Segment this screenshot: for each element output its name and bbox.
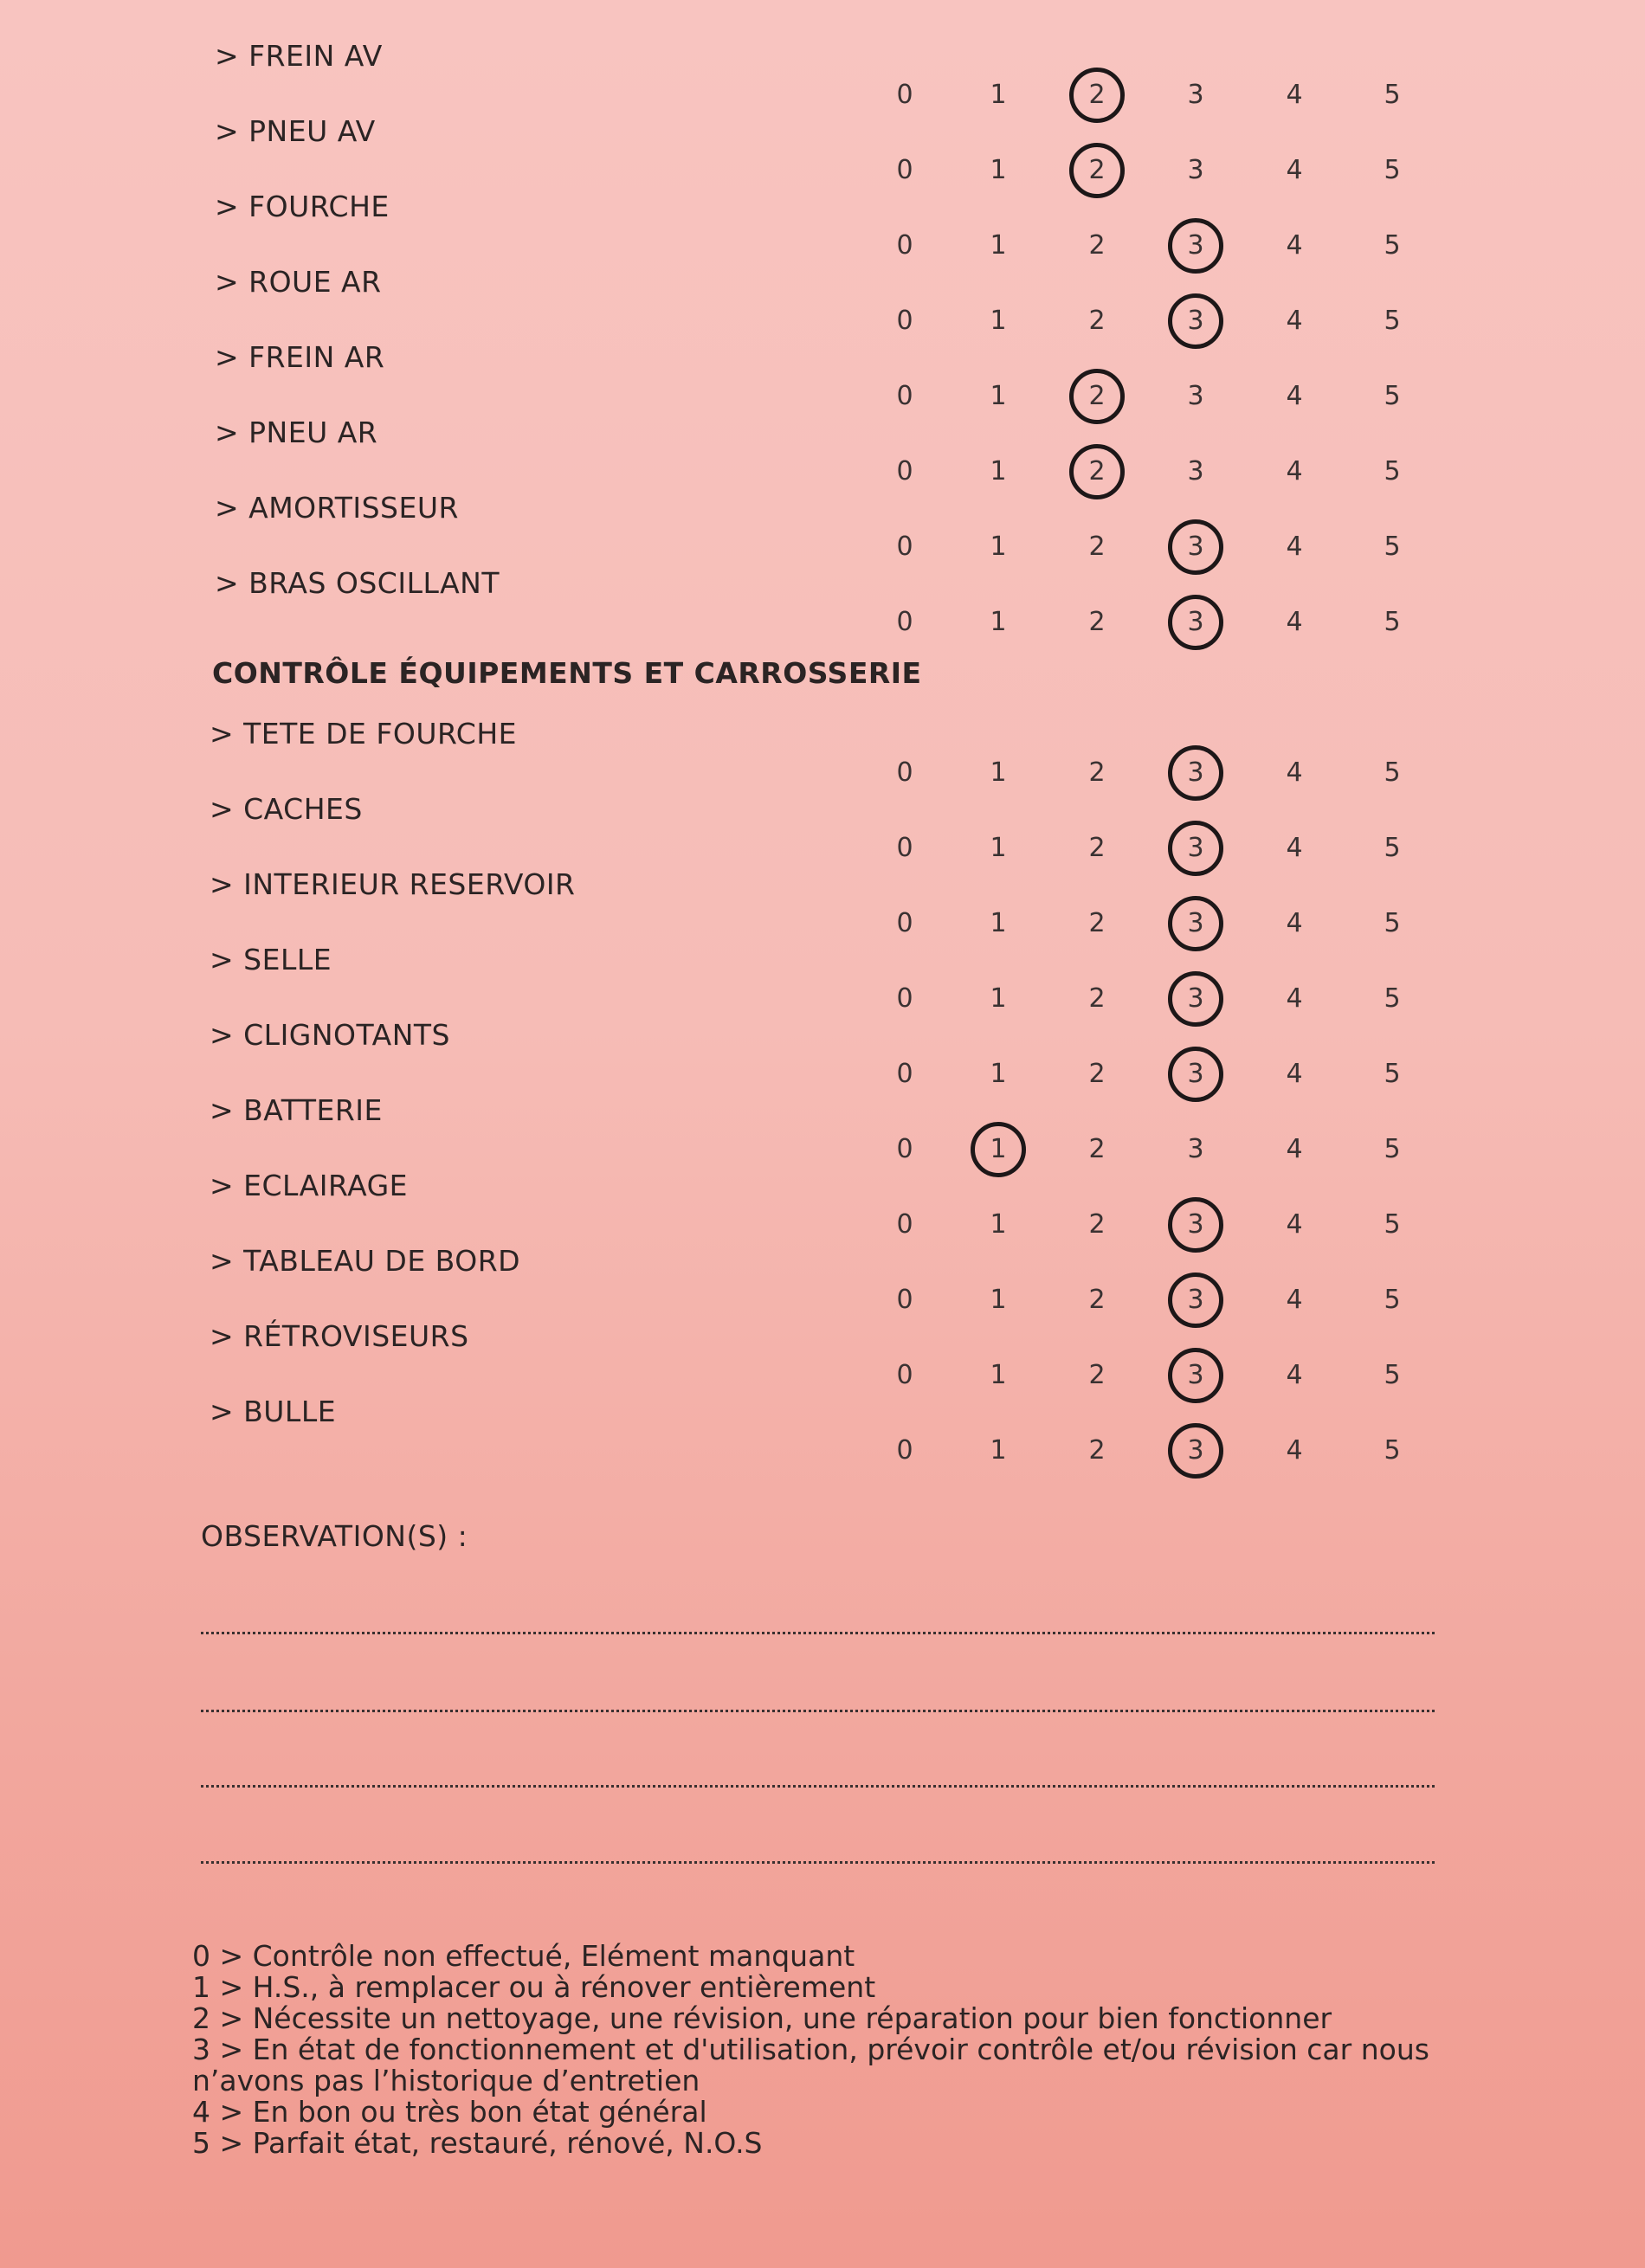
score-option[interactable]: 4 <box>1286 1285 1303 1315</box>
score-option[interactable]: 1 <box>990 230 1007 261</box>
checklist-row <box>0 1093 1645 1163</box>
score-option[interactable]: 2 <box>1088 1435 1106 1466</box>
score-option[interactable]: 3 <box>1187 381 1204 411</box>
checklist-row <box>0 566 1645 635</box>
score-option[interactable]: 0 <box>896 532 913 562</box>
score-option[interactable]: 0 <box>896 983 913 1014</box>
score-option[interactable]: 1 <box>990 155 1007 185</box>
row-label: > AMORTISSEUR <box>215 491 459 525</box>
score-option[interactable]: 0 <box>896 1059 913 1089</box>
score-option[interactable]: 1 <box>990 833 1007 863</box>
score-option[interactable]: 2 <box>1088 1059 1106 1089</box>
score-option[interactable]: 5 <box>1384 1059 1401 1089</box>
score-option[interactable]: 5 <box>1384 1134 1401 1164</box>
score-option[interactable]: 0 <box>896 456 913 486</box>
score-option[interactable]: 5 <box>1384 456 1401 486</box>
score-option[interactable]: 5 <box>1384 983 1401 1014</box>
score-option[interactable]: 2 <box>1088 1360 1106 1390</box>
score-option[interactable]: 1 <box>990 381 1007 411</box>
score-option[interactable]: 2 <box>1088 1134 1106 1164</box>
row-label: > CACHES <box>210 792 363 826</box>
score-option[interactable]: 0 <box>896 80 913 110</box>
checklist-row <box>0 1169 1645 1238</box>
checklist-row <box>0 1244 1645 1313</box>
score-option[interactable]: 1 <box>990 80 1007 110</box>
score-option[interactable]: 4 <box>1286 833 1303 863</box>
checklist-row <box>0 39 1645 108</box>
score-option[interactable]: 5 <box>1384 1285 1401 1315</box>
row-label: > FOURCHE <box>215 190 390 223</box>
score-option[interactable]: 5 <box>1384 155 1401 185</box>
checklist-row <box>0 717 1645 786</box>
score-option[interactable]: 0 <box>896 1209 913 1240</box>
score-option[interactable]: 4 <box>1286 757 1303 788</box>
score-option[interactable]: 1 <box>990 1360 1007 1390</box>
score-option[interactable]: 5 <box>1384 1435 1401 1466</box>
row-label: > FREIN AV <box>215 39 383 73</box>
checklist-row <box>0 265 1645 334</box>
checklist-row <box>0 943 1645 1012</box>
row-label: > PNEU AR <box>215 416 378 449</box>
observation-line <box>201 1785 1435 1788</box>
score-option[interactable]: 3 <box>1187 456 1204 486</box>
score-option[interactable]: 4 <box>1286 1360 1303 1390</box>
score-option[interactable]: 1 <box>990 607 1007 637</box>
row-label: > CLIGNOTANTS <box>210 1018 450 1052</box>
score-option[interactable]: 3 <box>1187 80 1204 110</box>
score-option[interactable]: 1 <box>990 1285 1007 1315</box>
checklist-row <box>0 114 1645 184</box>
score-option[interactable]: 5 <box>1384 230 1401 261</box>
score-option[interactable]: 5 <box>1384 757 1401 788</box>
score-option[interactable]: 0 <box>896 306 913 336</box>
score-option[interactable]: 0 <box>896 908 913 938</box>
score-option-selected[interactable]: 3 <box>1165 743 1226 803</box>
row-label: > BATTERIE <box>210 1093 383 1127</box>
score-option[interactable]: 5 <box>1384 306 1401 336</box>
score-option-selected[interactable]: 3 <box>1165 1421 1226 1481</box>
score-option-selected[interactable]: 2 <box>1067 140 1127 201</box>
score-option[interactable]: 0 <box>896 1435 913 1466</box>
score-option[interactable]: 0 <box>896 757 913 788</box>
checklist-row <box>0 867 1645 937</box>
score-option[interactable]: 2 <box>1088 983 1106 1014</box>
score-option[interactable]: 5 <box>1384 532 1401 562</box>
score-option-selected[interactable]: 3 <box>1165 893 1226 954</box>
score-option-selected[interactable]: 2 <box>1067 441 1127 502</box>
score-option[interactable]: 4 <box>1286 1059 1303 1089</box>
checklist-row <box>0 1018 1645 1087</box>
score-option[interactable]: 0 <box>896 381 913 411</box>
score-option[interactable]: 4 <box>1286 1209 1303 1240</box>
row-label: > ROUE AR <box>215 265 382 299</box>
score-option[interactable]: 1 <box>990 983 1007 1014</box>
score-option[interactable]: 1 <box>990 456 1007 486</box>
row-label: > PNEU AV <box>215 114 376 148</box>
section-title: CONTRÔLE ÉQUIPEMENTS ET CARROSSERIE <box>212 656 922 690</box>
score-option[interactable]: 0 <box>896 607 913 637</box>
checklist-row <box>0 792 1645 861</box>
score-option[interactable]: 4 <box>1286 230 1303 261</box>
score-option-selected[interactable]: 2 <box>1067 366 1127 427</box>
score-option[interactable]: 2 <box>1088 908 1106 938</box>
checklist-row <box>0 340 1645 409</box>
score-option[interactable]: 4 <box>1286 456 1303 486</box>
score-option[interactable]: 0 <box>896 833 913 863</box>
score-option[interactable]: 1 <box>990 757 1007 788</box>
score-option[interactable]: 1 <box>990 306 1007 336</box>
score-option-selected[interactable]: 3 <box>1165 1195 1226 1255</box>
score-option[interactable]: 5 <box>1384 908 1401 938</box>
row-label: > FREIN AR <box>215 340 385 374</box>
score-option-selected[interactable]: 3 <box>1165 1345 1226 1406</box>
checklist-row <box>0 1395 1645 1464</box>
score-option[interactable]: 0 <box>896 1285 913 1315</box>
score-option[interactable]: 5 <box>1384 1209 1401 1240</box>
score-option-selected[interactable]: 3 <box>1165 216 1226 276</box>
legend-line: 5 > Parfait état, restauré, rénové, N.O.S <box>192 2126 763 2160</box>
score-option[interactable]: 1 <box>990 1209 1007 1240</box>
score-option[interactable]: 4 <box>1286 1435 1303 1466</box>
row-label: > INTERIEUR RESERVOIR <box>210 867 576 901</box>
score-option-selected[interactable]: 3 <box>1165 1270 1226 1331</box>
observations-label: OBSERVATION(S) : <box>201 1519 468 1553</box>
checklist-row <box>0 416 1645 485</box>
score-option[interactable]: 1 <box>990 1435 1007 1466</box>
checklist-row <box>0 1319 1645 1389</box>
score-option[interactable]: 2 <box>1088 833 1106 863</box>
score-option[interactable]: 2 <box>1088 607 1106 637</box>
score-option[interactable]: 3 <box>1187 155 1204 185</box>
score-option[interactable]: 4 <box>1286 80 1303 110</box>
score-option[interactable]: 5 <box>1384 607 1401 637</box>
score-option[interactable]: 0 <box>896 230 913 261</box>
score-option[interactable]: 2 <box>1088 1209 1106 1240</box>
row-label: > ECLAIRAGE <box>210 1169 408 1202</box>
score-option-selected[interactable]: 1 <box>968 1119 1029 1180</box>
score-option[interactable]: 4 <box>1286 306 1303 336</box>
score-option[interactable]: 4 <box>1286 532 1303 562</box>
score-option[interactable]: 2 <box>1088 230 1106 261</box>
score-option[interactable]: 4 <box>1286 1134 1303 1164</box>
legend-line: 2 > Nécessite un nettoyage, une révision, une réparation pour bien fonctionner <box>192 2001 1332 2035</box>
score-option[interactable]: 4 <box>1286 983 1303 1014</box>
score-option[interactable]: 5 <box>1384 381 1401 411</box>
row-label: > RÉTROVISEURS <box>210 1319 469 1353</box>
score-option[interactable]: 2 <box>1088 757 1106 788</box>
score-option-selected[interactable]: 2 <box>1067 65 1127 126</box>
score-option[interactable]: 2 <box>1088 306 1106 336</box>
score-option[interactable]: 0 <box>896 155 913 185</box>
observation-line <box>201 1632 1435 1634</box>
row-label: > TETE DE FOURCHE <box>210 717 517 751</box>
score-option[interactable]: 4 <box>1286 381 1303 411</box>
score-option[interactable]: 4 <box>1286 155 1303 185</box>
observation-line <box>201 1861 1435 1864</box>
score-option[interactable]: 3 <box>1187 1134 1204 1164</box>
legend-line: n’avons pas l’historique d’entretien <box>192 2064 700 2097</box>
score-option[interactable]: 5 <box>1384 833 1401 863</box>
legend-line: 0 > Contrôle non effectué, Elément manquant <box>192 1939 855 1973</box>
score-option[interactable]: 0 <box>896 1360 913 1390</box>
legend-line: 1 > H.S., à remplacer ou à rénover entièrement <box>192 1970 876 2004</box>
score-option[interactable]: 2 <box>1088 532 1106 562</box>
score-option-selected[interactable]: 3 <box>1165 291 1226 351</box>
score-option[interactable]: 1 <box>990 908 1007 938</box>
score-option[interactable]: 5 <box>1384 80 1401 110</box>
score-option[interactable]: 0 <box>896 1134 913 1164</box>
checklist-row <box>0 190 1645 259</box>
row-label: > BRAS OSCILLANT <box>215 566 500 600</box>
score-option-selected[interactable]: 3 <box>1165 1044 1226 1105</box>
score-option-selected[interactable]: 3 <box>1165 969 1226 1029</box>
score-option[interactable]: 4 <box>1286 607 1303 637</box>
rating-legend <box>192 1941 1474 2159</box>
score-option[interactable]: 4 <box>1286 908 1303 938</box>
checklist-row <box>0 491 1645 560</box>
legend-line: 4 > En bon ou très bon état général <box>192 2095 707 2129</box>
observation-line <box>201 1710 1435 1712</box>
row-label: > TABLEAU DE BORD <box>210 1244 521 1278</box>
score-option-selected[interactable]: 3 <box>1165 818 1226 879</box>
score-option[interactable]: 2 <box>1088 1285 1106 1315</box>
row-label: > BULLE <box>210 1395 337 1428</box>
score-option[interactable]: 1 <box>990 532 1007 562</box>
legend-line: 3 > En état de fonctionnement et d'utilisation, prévoir contrôle et/ou révision car nous <box>192 2033 1429 2066</box>
score-option[interactable]: 5 <box>1384 1360 1401 1390</box>
score-option-selected[interactable]: 3 <box>1165 592 1226 653</box>
score-option[interactable]: 1 <box>990 1059 1007 1089</box>
row-label: > SELLE <box>210 943 332 976</box>
score-option-selected[interactable]: 3 <box>1165 517 1226 577</box>
